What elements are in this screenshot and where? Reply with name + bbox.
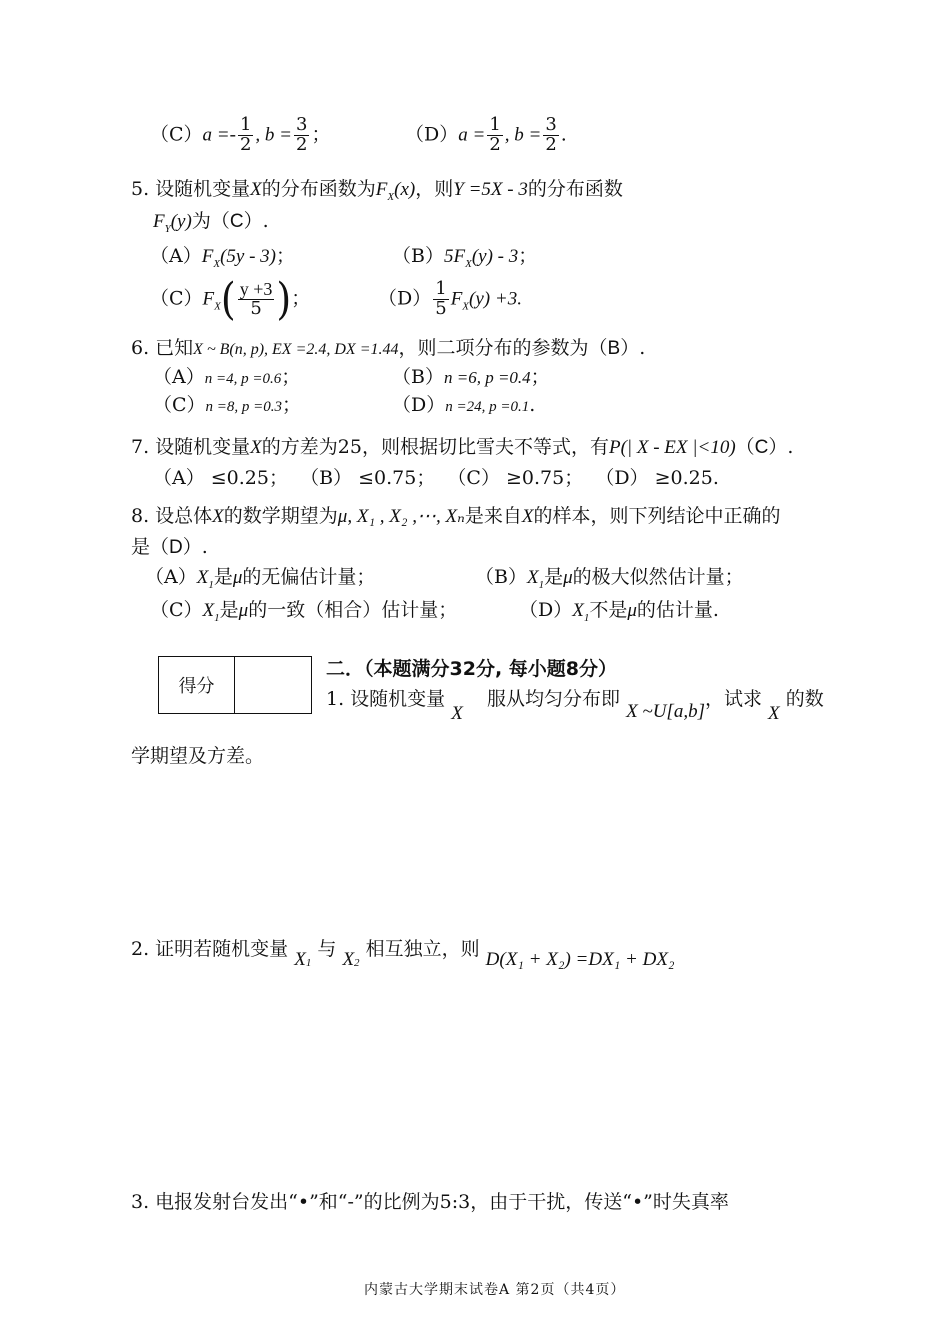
q7-option-a: （A） ≤0.25； (153, 467, 288, 489)
q8-option-b: $(B)X_1$是μ的极大似然估计量； (475, 566, 744, 591)
q8-stem-line1: 8. 设总体X的数学期望为μ, X₁ , X₂ ,⋯, Xₙ是来自X的样本，则下列结论中正确的 (131, 505, 781, 527)
section2-problem2: 2. 证明若随机变量 $X_1$ 与 $X_2$ 相互独立，则 D(X₁ + X₂) =DX₁ + DX₂ (131, 938, 675, 970)
q5-option-c: $(C)F_X$( $\frac{y +3}{5}$ )； (150, 274, 311, 325)
q4-option-c: （C）a =- $\frac{1}{2}$ , b = $\frac{3}{2}$ ； (150, 114, 331, 155)
fraction: $\frac{1}{2}$ (489, 114, 501, 155)
q5-option-d: （D） $\frac{1}{5}$ $F_X(y) +3$. (378, 278, 522, 319)
section2-problem1-line2: 学期望及方差。 (131, 745, 265, 767)
section2-problem1-line1: 1. 设随机变量 X 服从均匀分布即 X ~U[a,b]，试求 X 的数 (326, 688, 824, 724)
q5-option-b: $(B)5F_X(y) - 3$； (392, 245, 538, 270)
q6-option-c: （C）n =8, p =0.3； (153, 394, 302, 416)
fraction: $\frac{y +3}{5}$ (239, 279, 273, 319)
q8-option-d: $(D)X_1$不是μ的估计量. (519, 599, 719, 624)
q6-answer: B (607, 338, 621, 359)
q8-option-a: $(A)X_1$是μ的无偏估计量； (145, 566, 376, 591)
section2-title: 二．（本题满分32分, 每小题8分） (326, 658, 617, 680)
q8-stem-line2: 是（D）. (131, 536, 208, 558)
q6-option-d: （D）n =24, p =0.1. (392, 394, 536, 416)
q4-option-d: （D）a = $\frac{1}{2}$ , b = $\frac{3}{2}$ . (405, 114, 567, 155)
score-label: 得分 (159, 657, 235, 713)
q7-answer: C (754, 437, 769, 458)
score-blank-cell (235, 657, 311, 713)
fraction: $\frac{3}{2}$ (545, 114, 557, 155)
score-box (158, 656, 312, 714)
fraction: $\frac{1}{5}$ (435, 278, 447, 319)
fraction: $\frac{3}{2}$ (295, 114, 308, 155)
page-footer: 内蒙古大学期末试卷A 第2页（共4页） (364, 1282, 626, 1298)
q6-option-a: （A）n =4, p =0.6； (153, 366, 301, 388)
q8-answer: D (169, 537, 183, 558)
q5-stem-line1: 5. 设随机变量X的分布函数为$F_X(x)$，则Y =5X - 3的分布函数 (131, 178, 623, 203)
fraction: $\frac{1}{2}$ (239, 114, 252, 155)
q7-options (153, 469, 719, 488)
q5-answer: C (229, 211, 244, 232)
q6-stem: 6. 已知X ~ B(n, p), EX =2.4, DX =1.44，则二项分布的参数为（B）. (131, 337, 646, 359)
q7-option-d: （D） ≥0.25. (595, 467, 719, 489)
q5-option-a: $(A)F_X(5y - 3)$； (150, 245, 296, 270)
section2-problem3: 3. 电报发射台发出“•”和“‑”的比例为5:3，由于干扰，传送“•”时失真率 (131, 1191, 729, 1213)
q7-option-b: （B） ≤0.75； (300, 467, 436, 489)
q6-option-b: （B）n =6, p =0.4； (392, 366, 550, 388)
q5-stem-line2: $F_Y(y)$为（C）. (153, 210, 269, 235)
q7-option-c: （C） ≥0.75； (447, 467, 584, 489)
q8-option-c: $(C)X_1$是μ的一致（相合）估计量； (150, 599, 458, 624)
q7-stem: 7. 设随机变量X的方差为25，则根据切比雪夫不等式，有P(| X - EX |<10)（C）. (131, 436, 794, 458)
